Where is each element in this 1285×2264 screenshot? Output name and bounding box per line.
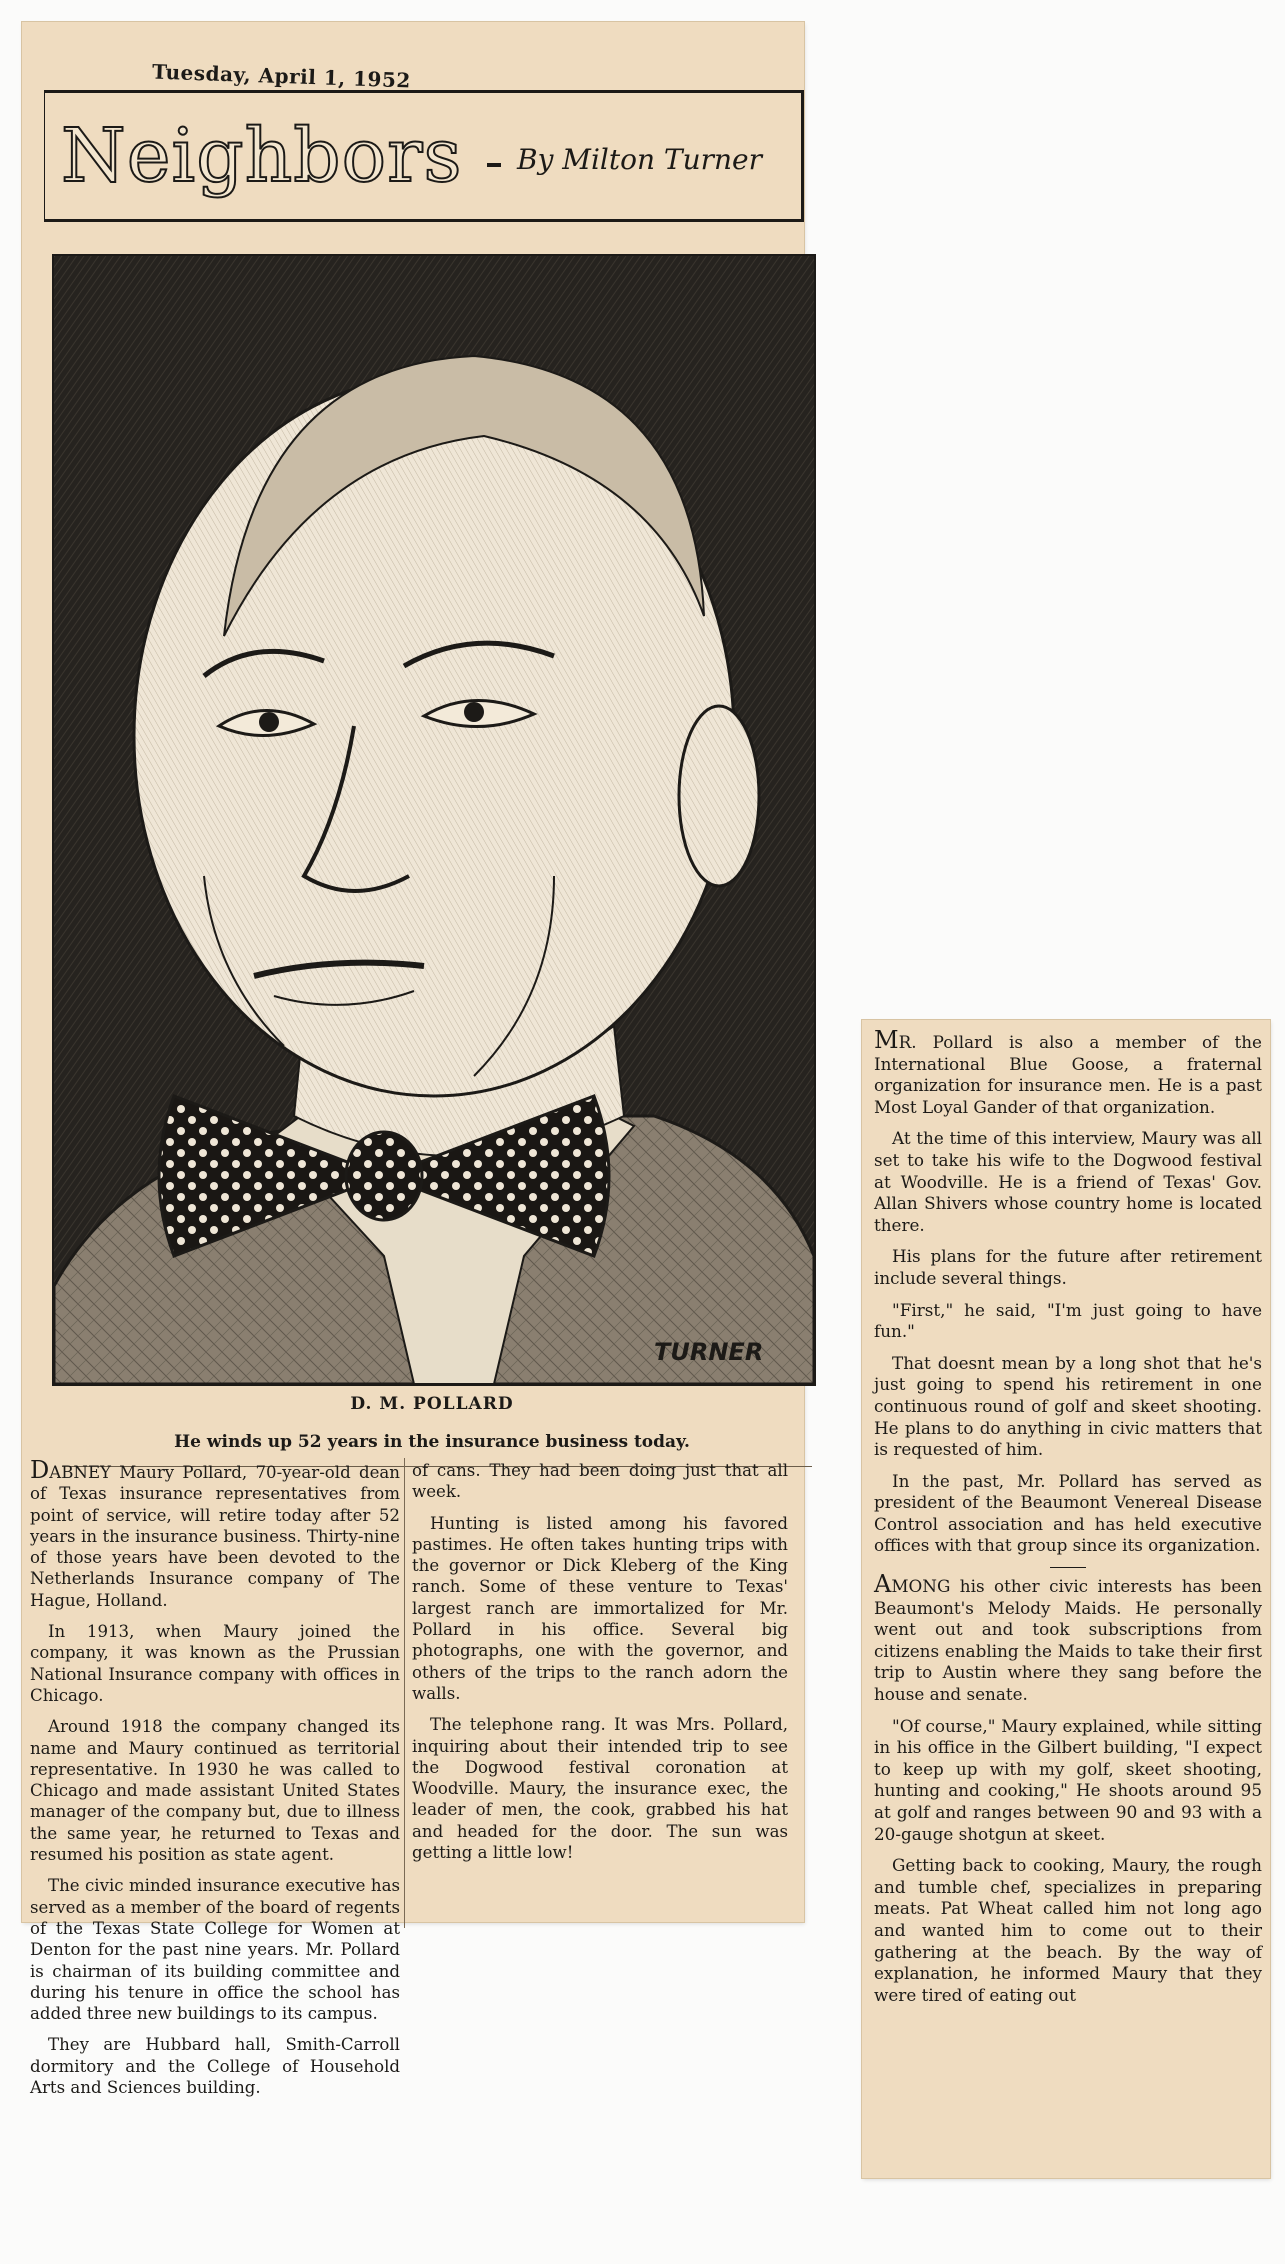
artist-signature: TURNER [654, 1338, 764, 1366]
paragraph: "First," he said, "I'm just going to have fun." [874, 1299, 1262, 1342]
paragraph-text: R. Pollard is also a member of the International Blue Goose, a fraternal organization for insurance men. He is a past Most Loyal Gander of that organization. [874, 1032, 1262, 1117]
masthead-dash [487, 163, 501, 167]
portrait-drawing [54, 256, 814, 1384]
paragraph [30, 1456, 400, 1611]
paragraph: Around 1918 the company changed its name and Maury continued as territorial representative. In 1930 he was called to Chicago and made assistant United States manager of the company but, due to illness the same year, he returned to Texas and resumed his position as state agent. [30, 1717, 400, 1865]
paragraph: That doesnt mean by a long shot that he's just going to spend his retirement in one continuous round of golf and skeet shooting. He plans to do anything in civic matters that is requested of him. [874, 1352, 1262, 1460]
paragraph: In the past, Mr. Pollard has served as president of the Beaumont Venereal Disease Control association and has held executive offices with that group since its organization. [874, 1470, 1262, 1556]
paragraph: They are Hubbard hall, Smith-Carroll dormitory and the College of Household Arts and Sciences building. [30, 2035, 400, 2098]
byline: By Milton Turner [517, 143, 762, 176]
paragraph: The telephone rang. It was Mrs. Pollard, inquiring about their intended trip to see the Dogwood festival coronation at Woodville. Maury, the insurance exec, the leader of men, the cook, grabbed his hat and headed for the door. The sun was getting a little low! [412, 1715, 788, 1863]
paragraph-text: MONG his other civic interests has been Beaumont's Melody Maids. He personally went out and took subscriptions from citizens enabling the Maids to take their first trip to Austin where they sang before the house and senate. [874, 1576, 1262, 1705]
portrait-illustration [52, 254, 816, 1386]
paragraph: At the time of this interview, Maury was all set to take his wife to the Dogwood festival at Woodville. He is a friend of Texas' Gov. Allan Shivers whose country home is located there. [874, 1128, 1262, 1235]
article-column-1 [30, 1456, 400, 2108]
paragraph: Getting back to cooking, Maury, the rough and tumble chef, specializes in preparing meats. Pat Wheat called him not long ago and wanted him to come out to their gathering at the beach. By the way of explanation, he informed Maury that they were tired of eating out [874, 1855, 1262, 2005]
paragraph: His plans for the future after retirement include several things. [874, 1246, 1262, 1288]
article-column-2 [412, 1460, 788, 1873]
paragraph: In 1913, when Maury joined the company, it was known as the Prussian National Insurance company with offices in Chicago. [30, 1622, 400, 1705]
paragraph: of cans. They had been doing just that all week. [412, 1461, 788, 1502]
column-rule [404, 1458, 405, 1928]
drop-cap: M [874, 1026, 899, 1054]
drop-cap: D [30, 1456, 50, 1484]
paragraph-text: ABNEY Maury Pollard, 70-year-old dean of Texas insurance representatives from point of service, will retire today after 52 years in the insurance business. Thirty-nine of those years have been devoted to the Netherlands Insurance company of The Hague, Holland. [30, 1463, 400, 1610]
paragraph: "Of course," Maury explained, while sitting in his office in the Gilbert building, "I expect to keep up with my golf, skeet shooting, hunting and cooking," He shoots around 95 at golf and ranges between 90 and 93 with a 20-gauge shotgun at skeet. [874, 1715, 1262, 1844]
caption-name: D. M. POLLARD [350, 1394, 514, 1414]
paragraph [874, 1026, 1262, 1118]
article-column-3 [874, 1026, 1262, 2016]
masthead [44, 90, 804, 222]
paragraph [874, 1570, 1262, 1706]
section-divider [1050, 1567, 1086, 1568]
paragraph: The civic minded insurance executive has served as a member of the board of regents of the Texas State College for Women at Denton for the past nine years. Mr. Pollard is chairman of its building committee and during his tenure in office the school has added three new buildings to its campus. [30, 1876, 400, 2024]
dateline: Tuesday, April 1, 1952 [151, 59, 412, 93]
drop-cap: A [874, 1570, 892, 1599]
paragraph: Hunting is listed among his favored pastimes. He often takes hunting trips with the governor or Dick Kleberg of the King ranch. Some of these venture to Texas' largest ranch are immortalized for Mr. Pollard in his office. Several big photographs, one with the governor, and others of the trips to the ranch adorn the walls. [412, 1513, 788, 1703]
masthead-title: Neighbors [61, 113, 463, 199]
caption-deck: He winds up 52 years in the insurance business today. [174, 1432, 690, 1452]
